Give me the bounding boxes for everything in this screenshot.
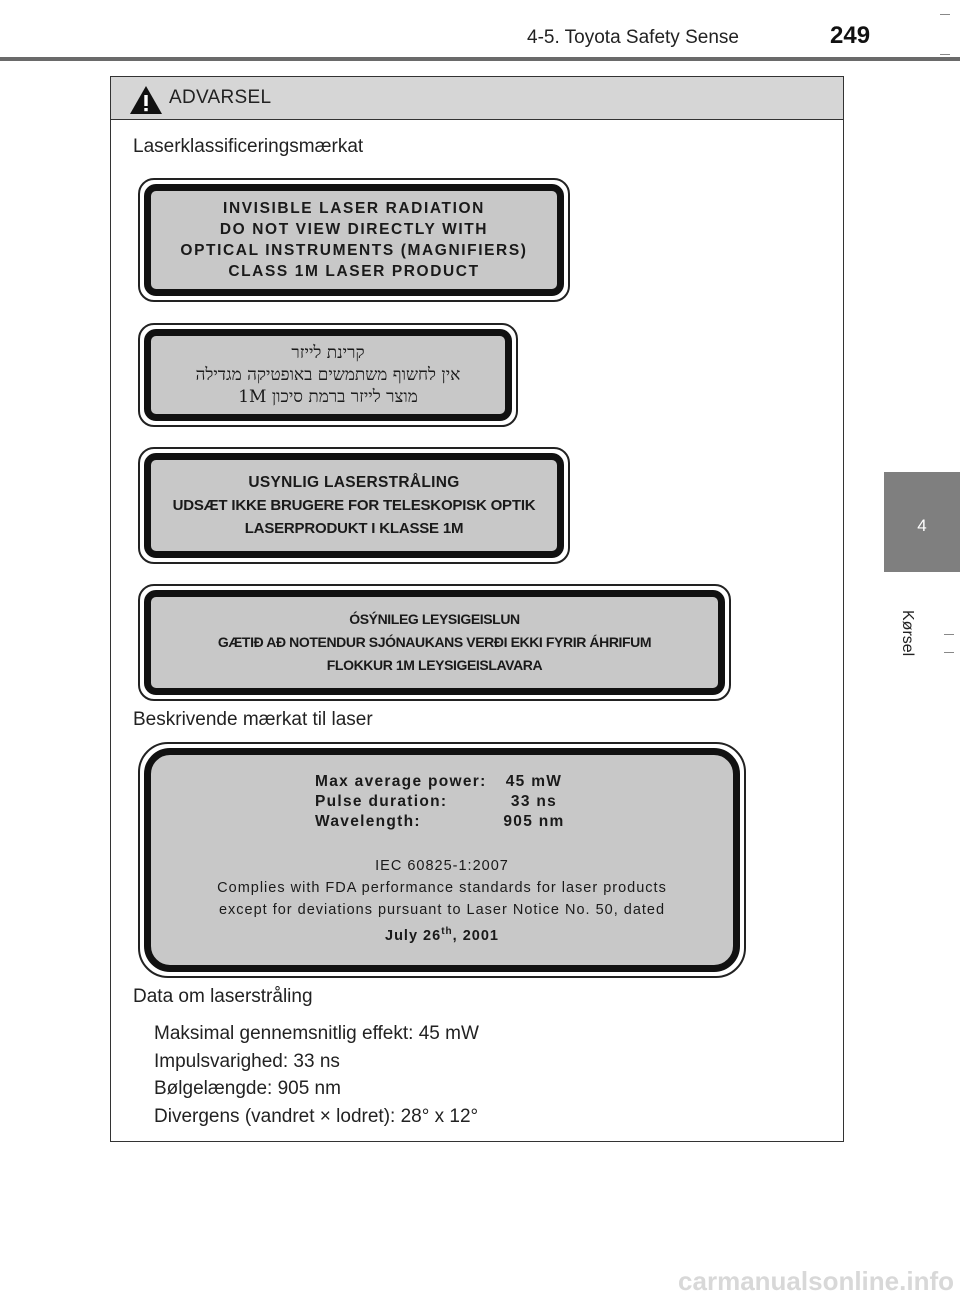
label-line: ÓSÝNILEG LEYSIGEISLUN (349, 611, 520, 627)
crop-mark (940, 14, 950, 15)
chapter-label: Kørsel (899, 610, 916, 657)
chapter-number: 4 (917, 516, 927, 535)
crop-mark (940, 54, 950, 55)
list-item: Divergens (vandret × lodret): 28° x 12° (154, 1105, 479, 1127)
date-prefix: July 26 (385, 927, 442, 944)
descriptive-label-heading: Beskrivende mærkat til laser (133, 709, 373, 730)
list-item: Impulsvarighed: 33 ns (154, 1050, 340, 1072)
laser-label-danish (138, 447, 570, 564)
spec-name: Pulse duration: (315, 793, 448, 810)
radiation-data-list (154, 1020, 479, 1130)
page-number: 249 (830, 22, 871, 49)
section-title: 4-5. Toyota Safety Sense (527, 27, 739, 48)
radiation-heading: Data om laserstråling (133, 986, 313, 1007)
label-line: CLASS 1M LASER PRODUCT (228, 263, 480, 280)
compliance-date (385, 921, 499, 947)
laser-label-hebrew (138, 323, 518, 427)
spec-table (315, 773, 569, 831)
spec-value: 33 ns (510, 793, 558, 810)
compliance-line: Complies with FDA performance standards for laser products (217, 880, 667, 896)
laser-label-english (138, 178, 570, 302)
label-line: LASERPRODUKT I KLASSE 1M (244, 520, 464, 537)
class-label-heading: Laserklassificeringsmærkat (133, 136, 364, 157)
crop-mark (944, 634, 954, 635)
date-suffix: , 2001 (452, 927, 499, 944)
label-line: אין לחשוף משתמשים באופטיקה מגדילה (195, 365, 461, 385)
label-line: OPTICAL INSTRUMENTS (MAGNIFIERS) (180, 242, 528, 259)
list-item: Bølgelængde: 905 nm (154, 1078, 341, 1099)
spec-name: Wavelength: (315, 813, 421, 830)
label-line: DO NOT VIEW DIRECTLY WITH (219, 221, 489, 238)
header-rule (0, 57, 960, 61)
label-line: קרינת לייזר (291, 343, 365, 363)
label-line: GÆTIÐ AÐ NOTENDUR SJÓNAUKANS VERÐI EKKI FYRIR ÁHRIFUM (217, 634, 652, 650)
standard-line: IEC 60825-1:2007 (375, 858, 509, 874)
label-line: USYNLIG LASERSTRÅLING (248, 474, 460, 491)
laser-descriptive-label (138, 742, 746, 978)
label-line: מוצר לייזר ברמת סיכון 1M (238, 387, 418, 407)
watermark: carmanualsonline.info (678, 1266, 954, 1296)
label-line: UDSÆT IKKE BRUGERE FOR TELESKOPISK OPTIK (172, 497, 536, 514)
warning-title: ADVARSEL (169, 87, 272, 108)
chapter-tab[interactable] (884, 472, 960, 572)
date-superscript: th (441, 926, 453, 937)
spec-name: Max average power: (315, 773, 487, 790)
crop-mark (944, 652, 954, 653)
list-item: Maksimal gennemsnitlig effekt: 45 mW (154, 1023, 479, 1044)
label-line: FLOKKUR 1M LEYSIGEISLAVARA (326, 657, 543, 673)
spec-value: 45 mW (505, 773, 563, 790)
compliance-line: except for deviations pursuant to Laser Notice No. 50, dated (218, 902, 666, 918)
laser-label-icelandic (138, 584, 731, 701)
warning-triangle-icon (129, 85, 163, 115)
spec-value: 905 nm (503, 813, 565, 830)
label-line: INVISIBLE LASER RADIATION (223, 200, 485, 217)
warning-header (111, 77, 843, 120)
